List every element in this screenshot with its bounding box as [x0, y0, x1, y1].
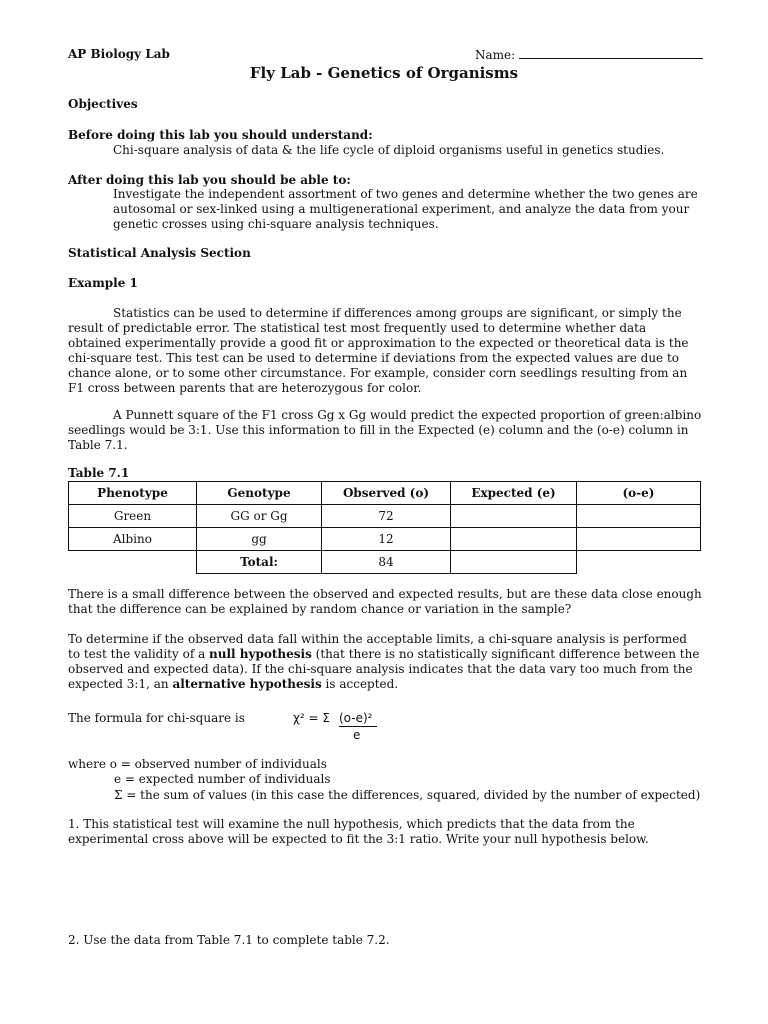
cell-empty — [577, 551, 701, 574]
objectives-heading: Objectives — [68, 97, 138, 111]
answer-space-1[interactable] — [68, 848, 708, 923]
question-1 — [68, 817, 708, 847]
cell-total-expected[interactable] — [451, 551, 577, 574]
cell-expected[interactable] — [451, 505, 577, 528]
before-heading: Before doing this lab you should understand: — [68, 128, 373, 142]
where-e: e = expected number of individuals — [114, 772, 331, 786]
example-heading: Example 1 — [68, 276, 138, 290]
after-line: genetic crosses using chi-square analysis techniques. — [113, 217, 439, 231]
after-text — [113, 187, 698, 232]
table-7-1 — [68, 481, 701, 574]
paragraph-difference — [68, 587, 708, 617]
cell-observed: 12 — [322, 528, 451, 551]
paragraph-statistics — [68, 306, 708, 396]
page-title: Fly Lab - Genetics of Organisms — [249, 64, 519, 82]
para-line: Statistics can be used to determine if differences among groups are significant, or simply the — [113, 306, 682, 320]
cell-empty — [69, 551, 197, 574]
table-caption: Table 7.1 — [68, 466, 130, 480]
cell-genotype: GG or Gg — [197, 505, 322, 528]
formula-lhs: χ² = Σ — [293, 711, 331, 725]
question-2: 2. Use the data from Table 7.1 to complete table 7.2. — [68, 933, 390, 947]
para-line: To determine if the observed data fall within the acceptable limits, a chi-square analysis is performed — [68, 632, 687, 646]
formula-numerator: (o-e)² — [339, 711, 373, 725]
header-phenotype: Phenotype — [69, 482, 197, 505]
table-total-row — [69, 551, 701, 574]
after-heading: After doing this lab you should be able to: — [68, 173, 351, 187]
para-line: observed and expected data). If the chi-square analysis indicates that the data vary too much from the — [68, 662, 693, 676]
name-field[interactable] — [475, 47, 703, 63]
question-line: experimental cross above will be expected to fit the 3:1 ratio. Write your null hypothesis below. — [68, 832, 649, 846]
formula-denominator: e — [353, 728, 361, 742]
header-observed: Observed (o) — [322, 482, 451, 505]
null-hypothesis-term: null hypothesis — [209, 647, 312, 661]
fraction-bar — [339, 726, 377, 727]
header-o-minus-e: (o-e) — [577, 482, 701, 505]
text-run: to test the validity of a — [68, 647, 210, 661]
table-header-row — [69, 482, 701, 505]
question-line: 1. This statistical test will examine the null hypothesis, which predicts that the data from the — [68, 817, 635, 831]
paragraph-punnett — [68, 408, 708, 453]
para-line: chi-square test. This test can be used to determine if deviations from the expected values are due to — [68, 351, 680, 365]
para-line: result of predictable error. The statistical test most frequently used to determine whether data — [68, 321, 647, 335]
name-blank-line[interactable] — [519, 47, 703, 59]
cell-phenotype: Albino — [69, 528, 197, 551]
para-line: chance alone, or to some other circumstance. For example, consider corn seedlings resulting from an — [68, 366, 688, 380]
para-line: obtained experimentally provide a good fit or approximation to the expected or theoretical data is the — [68, 336, 689, 350]
cell-expected[interactable] — [451, 528, 577, 551]
para-line: F1 cross between parents that are heterozygous for color. — [68, 381, 422, 395]
name-label: Name: — [475, 48, 516, 62]
cell-phenotype: Green — [69, 505, 197, 528]
para-line: Table 7.1. — [68, 438, 128, 452]
para-line: seedlings would be 3:1. Use this information to fill in the Expected (e) column and the (o-e) column in — [68, 423, 689, 437]
cell-o-minus-e[interactable] — [577, 505, 701, 528]
paragraph-hypothesis — [68, 632, 708, 692]
para-line — [68, 647, 708, 662]
para-line: There is a small difference between the observed and expected results, but are these data close enough — [68, 587, 702, 601]
para-line — [68, 677, 708, 692]
cell-o-minus-e[interactable] — [577, 528, 701, 551]
formula-label: The formula for chi-square is — [68, 711, 245, 725]
cell-observed: 72 — [322, 505, 451, 528]
text-run: is accepted. — [321, 677, 399, 691]
where-sigma: Σ = the sum of values (in this case the differences, squared, divided by the number of expected) — [114, 788, 701, 802]
after-line: Investigate the independent assortment of two genes and determine whether the two genes are — [113, 187, 698, 201]
para-line: A Punnett square of the F1 cross Gg x Gg would predict the expected proportion of green:albino — [113, 408, 702, 422]
header-expected: Expected (e) — [451, 482, 577, 505]
text-run: (that there is no statistically significant difference between the — [311, 647, 700, 661]
cell-total-label: Total: — [197, 551, 322, 574]
table-row — [69, 505, 701, 528]
stats-heading: Statistical Analysis Section — [68, 246, 251, 260]
para-line: that the difference can be explained by random chance or variation in the sample? — [68, 602, 572, 616]
alternative-hypothesis-term: alternative hypothesis — [172, 677, 322, 691]
text-run: expected 3:1, an — [68, 677, 173, 691]
header-genotype: Genotype — [197, 482, 322, 505]
where-o: where o = observed number of individuals — [68, 757, 327, 771]
after-line: autosomal or sex-linked using a multigenerational experiment, and analyze the data from your — [113, 202, 690, 216]
cell-total-value: 84 — [322, 551, 451, 574]
course-label: AP Biology Lab — [68, 47, 170, 61]
table-row — [69, 528, 701, 551]
before-text: Chi-square analysis of data & the life cycle of diploid organisms useful in genetics studies. — [113, 143, 665, 157]
cell-genotype: gg — [197, 528, 322, 551]
